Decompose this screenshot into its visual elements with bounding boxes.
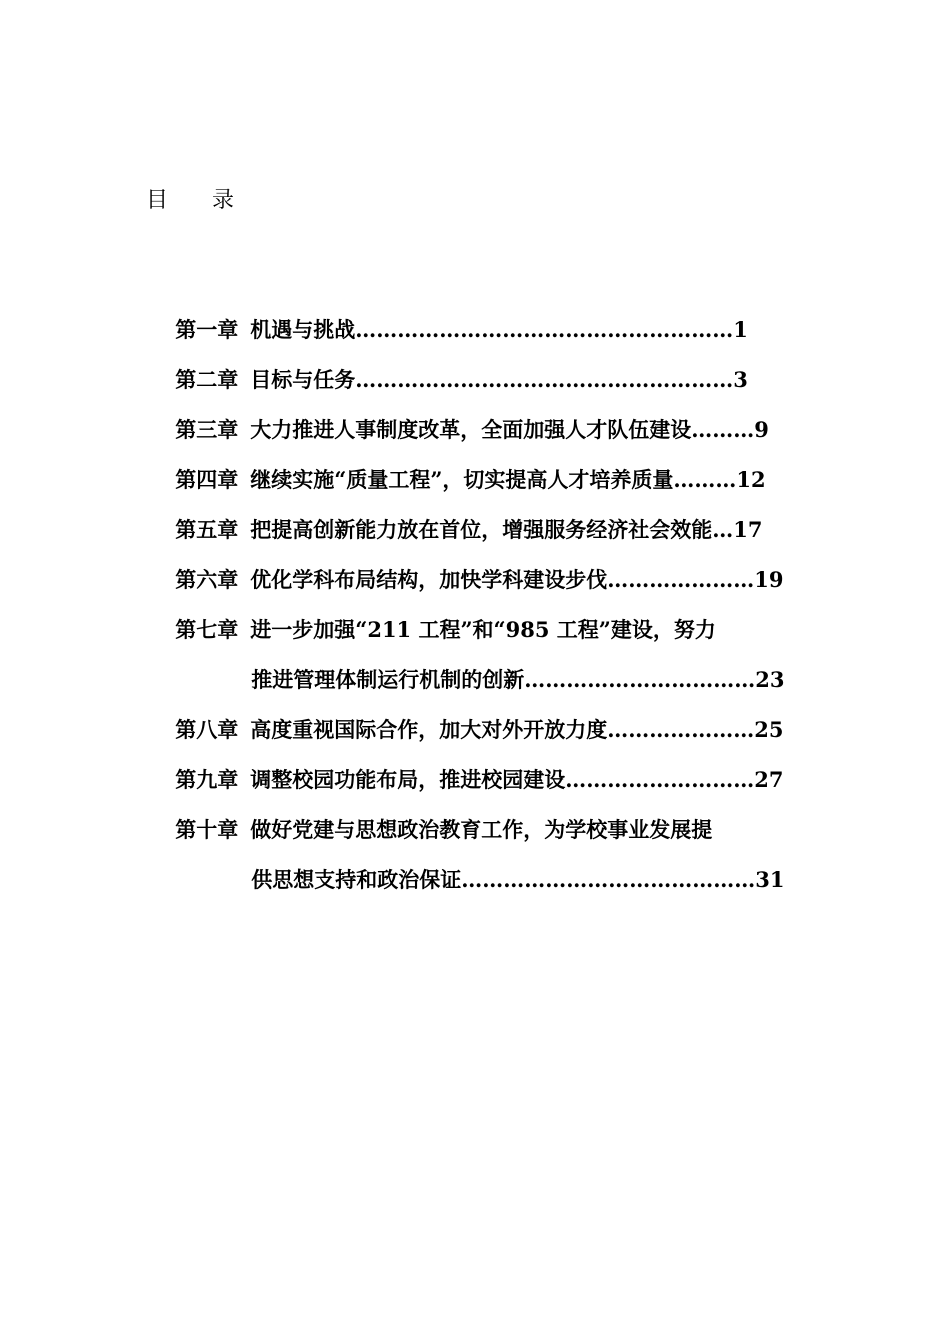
- toc-chapter-label: 第二章: [175, 367, 239, 392]
- toc-title-right: 录: [212, 188, 235, 213]
- toc-entry-text: 大力推进人事制度改革，全面加强人才队伍建设………9: [250, 417, 769, 442]
- toc-chapter-label: 第五章: [175, 517, 239, 542]
- toc-entry-text: 机遇与挑战………………………………………………1: [250, 317, 748, 342]
- toc-chapter-label: 第三章: [175, 417, 239, 442]
- toc-entry-text: 优化学科布局结构，加快学科建设步伐…………………19: [250, 567, 784, 592]
- toc-entry-text: 调整校园功能布局，推进校园建设………………………27: [250, 767, 784, 792]
- toc-title-left: 目: [146, 188, 169, 213]
- toc-entry-text: 目标与任务………………………………………………3: [250, 367, 748, 392]
- toc-chapter-label: 第六章: [175, 567, 239, 592]
- toc-entry-text: 供思想支持和政治保证……………………………………31: [251, 867, 785, 892]
- toc-chapter-label: 第十章: [175, 817, 239, 842]
- toc-chapter-label: 第一章: [175, 317, 239, 342]
- toc-entry-text: 推进管理体制运行机制的创新……………………………23: [251, 667, 785, 692]
- toc-chapter-label: 第八章: [175, 717, 239, 742]
- toc-entry-text: 进一步加强“211 工程”和“985 工程”建设，努力: [250, 617, 716, 642]
- toc-chapter-label: 第九章: [175, 767, 239, 792]
- toc-entry-text: 把提高创新能力放在首位，增强服务经济社会效能…17: [250, 517, 763, 542]
- toc-entry-text: 做好党建与思想政治教育工作，为学校事业发展提: [250, 817, 713, 842]
- toc-title: [146, 186, 234, 216]
- toc-chapter-label: 第七章: [175, 617, 239, 642]
- toc-entry-text: 高度重视国际合作，加大对外开放力度…………………25: [250, 717, 784, 742]
- toc-chapter-label: 第四章: [175, 467, 239, 492]
- toc-entry-10-continued[interactable]: [222, 835, 784, 925]
- toc-entry-text: 继续实施“质量工程”，切实提高人才培养质量………12: [250, 467, 766, 492]
